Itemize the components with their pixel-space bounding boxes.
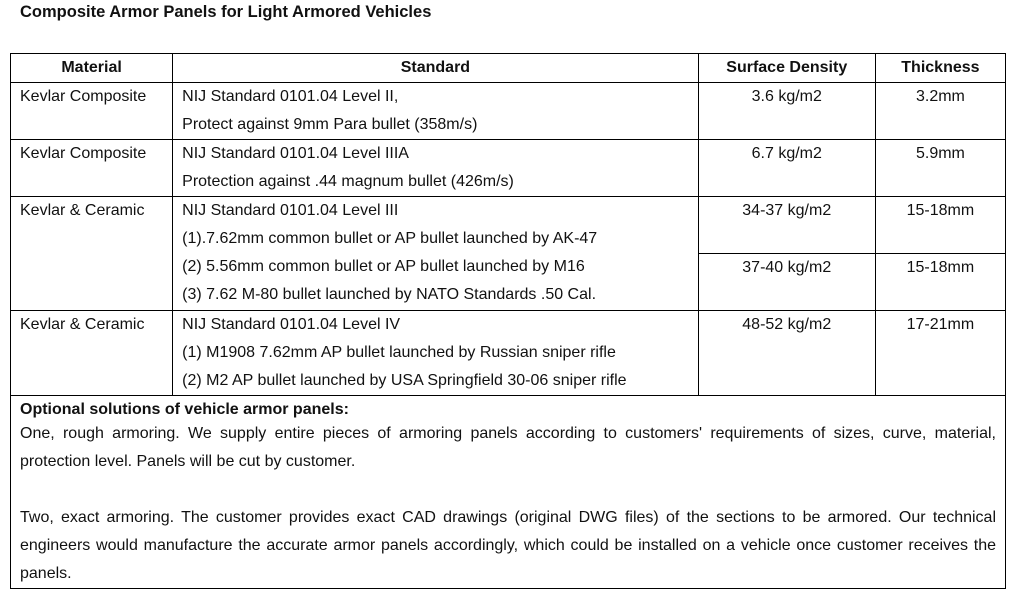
- standard-line: (2) M2 AP bullet launched by USA Springfield 30-06 sniper rifle: [182, 372, 627, 389]
- standard-line: Protection against .44 magnum bullet (426m/s): [182, 173, 514, 190]
- armor-panels-table: [10, 53, 1006, 589]
- standard-cell: [173, 140, 699, 197]
- material-cell: Kevlar Composite: [11, 83, 173, 140]
- optional-solutions-notes: [11, 396, 1006, 589]
- thickness-cell: 15-18mm: [875, 254, 1005, 311]
- density-cell: 48-52 kg/m2: [698, 311, 875, 396]
- standard-line: NIJ Standard 0101.04 Level II,: [182, 88, 399, 105]
- thickness-cell: 5.9mm: [875, 140, 1005, 197]
- density-cell: 6.7 kg/m2: [698, 140, 875, 197]
- notes-paragraph: Two, exact armoring. The customer provides exact CAD drawings (original DWG files) of the sections to be armored. Our technical engineers would manufacture the accurate armor panels accordingly, which could be installed on a vehicle once customer receives the panels.: [20, 509, 996, 582]
- material-cell: Kevlar & Ceramic: [11, 311, 173, 396]
- table-row: [11, 83, 1006, 140]
- standard-line: NIJ Standard 0101.04 Level III: [182, 202, 399, 219]
- standard-cell: [173, 197, 699, 311]
- table-row: [11, 311, 1006, 396]
- header-standard: Standard: [173, 54, 699, 83]
- notes-heading: Optional solutions of vehicle armor panels:: [20, 401, 349, 418]
- standard-line: (1).7.62mm common bullet or AP bullet launched by AK-47: [182, 230, 598, 247]
- table-header-row: [11, 54, 1006, 83]
- table-row: [11, 197, 1006, 254]
- material-cell: Kevlar & Ceramic: [11, 197, 173, 311]
- table-row: [11, 140, 1006, 197]
- density-cell: 34-37 kg/m2: [698, 197, 875, 254]
- standard-line: (1) M1908 7.62mm AP bullet launched by Russian sniper rifle: [182, 344, 616, 361]
- density-cell: 3.6 kg/m2: [698, 83, 875, 140]
- standard-line: NIJ Standard 0101.04 Level IIIA: [182, 145, 409, 162]
- notes-row: [11, 396, 1006, 589]
- header-material: Material: [11, 54, 173, 83]
- thickness-cell: 15-18mm: [875, 197, 1005, 254]
- density-cell: 37-40 kg/m2: [698, 254, 875, 311]
- standard-line: NIJ Standard 0101.04 Level IV: [182, 316, 401, 333]
- material-cell: Kevlar Composite: [11, 140, 173, 197]
- standard-line: Protect against 9mm Para bullet (358m/s): [182, 116, 478, 133]
- standard-line: (2) 5.56mm common bullet or AP bullet launched by M16: [182, 258, 585, 275]
- header-thickness: Thickness: [875, 54, 1005, 83]
- standard-cell: [173, 311, 699, 396]
- document-title: Composite Armor Panels for Light Armored Vehicles: [20, 3, 432, 21]
- notes-paragraph: One, rough armoring. We supply entire pieces of armoring panels according to customers' requirements of sizes, curve, material, protection level. Panels will be cut by customer.: [20, 425, 996, 470]
- standard-line: (3) 7.62 M-80 bullet launched by NATO Standards .50 Cal.: [182, 286, 597, 303]
- header-surface-density: Surface Density: [698, 54, 875, 83]
- thickness-cell: 17-21mm: [875, 311, 1005, 396]
- standard-cell: [173, 83, 699, 140]
- thickness-cell: 3.2mm: [875, 83, 1005, 140]
